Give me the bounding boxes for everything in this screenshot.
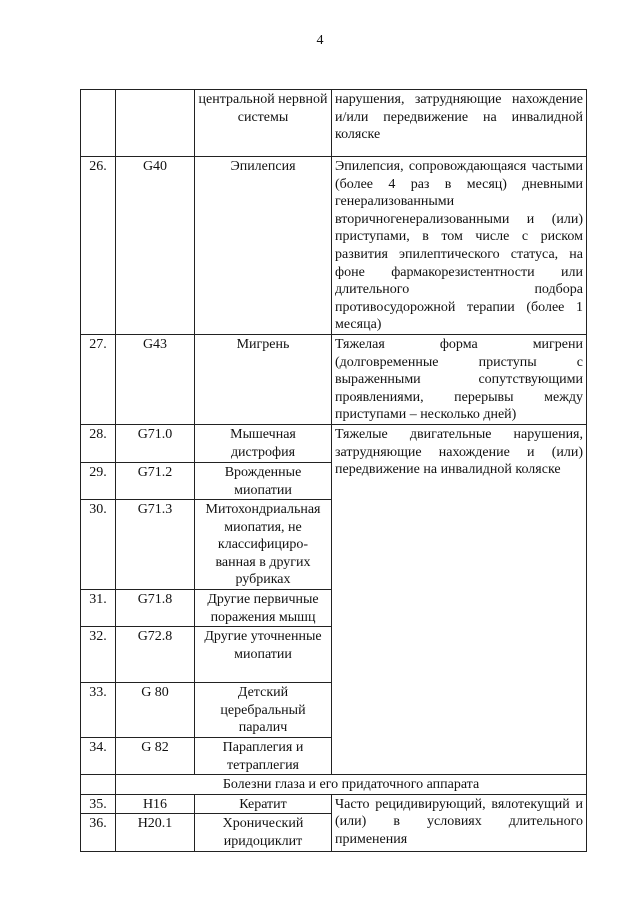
- icd-code: G71.8: [116, 590, 195, 627]
- section-row: [81, 775, 587, 795]
- icd-code: G72.8: [116, 627, 195, 683]
- disease-name: Мышечная дистрофия: [195, 424, 332, 462]
- row-number: 33.: [81, 683, 116, 738]
- icd-code: H16: [116, 794, 195, 814]
- disease-name: Эпилепсия: [195, 157, 332, 335]
- row-number: 31.: [81, 590, 116, 627]
- table-row: [81, 424, 587, 462]
- table-row: [81, 90, 587, 157]
- disease-name: Кератит: [195, 794, 332, 814]
- row-number: 26.: [81, 157, 116, 335]
- row-number: 35.: [81, 794, 116, 814]
- icd-code: G 82: [116, 738, 195, 775]
- disease-name: Врожденные миопатии: [195, 462, 332, 499]
- disease-name: Другие уточненные миопатии: [195, 627, 332, 683]
- row-number: 32.: [81, 627, 116, 683]
- row-number: 27.: [81, 334, 116, 424]
- icd-code: G71.2: [116, 462, 195, 499]
- disease-name: Митохондриальная миопатия, не классифициро-ванная в других рубриках: [195, 500, 332, 590]
- icd-code: G 80: [116, 683, 195, 738]
- disease-name: центральной нервной системы: [195, 90, 332, 157]
- section-empty-cell: [81, 775, 116, 795]
- icd-code: G71.3: [116, 500, 195, 590]
- condition-description: Эпилепсия, сопровождающаяся частыми (более 4 раз в месяц) дневными генерализованными вторичногенерализованными и (или) приступами, в том числе с риском развития эпилептического статуса, на фоне фармакорезистентности или длительного подбора противосудорожной терапии (более 1 месяца): [332, 157, 587, 335]
- condition-description: Часто рецидивирующий, вялотекущий и (или) в условиях длительного применения: [332, 794, 587, 851]
- table-row: [81, 157, 587, 335]
- row-number: 36.: [81, 814, 116, 851]
- table-row: [81, 334, 587, 424]
- disease-name: Параплегия и тетраплегия: [195, 738, 332, 775]
- condition-description: Тяжелые двигательные нарушения, затрудняющие нахождение и (или) передвижение на инвалидной коляске: [332, 424, 587, 774]
- row-number: 28.: [81, 424, 116, 462]
- page-number: 4: [316, 33, 324, 48]
- icd-code: G43: [116, 334, 195, 424]
- icd-code: [116, 90, 195, 157]
- icd-code: H20.1: [116, 814, 195, 851]
- disease-name: Детский церебральный паралич: [195, 683, 332, 738]
- disease-table: [80, 89, 587, 852]
- row-number: 34.: [81, 738, 116, 775]
- icd-code: G40: [116, 157, 195, 335]
- condition-description: нарушения, затрудняющие нахождение и/или передвижение на инвалидной коляске: [332, 90, 587, 157]
- condition-description: Тяжелая форма мигрени (долговременные приступы с выраженными сопутствующими проявлениями, перерывы между приступами – несколько дней): [332, 334, 587, 424]
- row-number: 30.: [81, 500, 116, 590]
- icd-code: G71.0: [116, 424, 195, 462]
- row-number: 29.: [81, 462, 116, 499]
- table-row: [81, 794, 587, 814]
- disease-name: Другие первичные поражения мышц: [195, 590, 332, 627]
- disease-name: Мигрень: [195, 334, 332, 424]
- row-number: [81, 90, 116, 157]
- section-title: Болезни глаза и его придаточного аппарата: [116, 775, 587, 795]
- disease-name: Хронический иридоциклит: [195, 814, 332, 851]
